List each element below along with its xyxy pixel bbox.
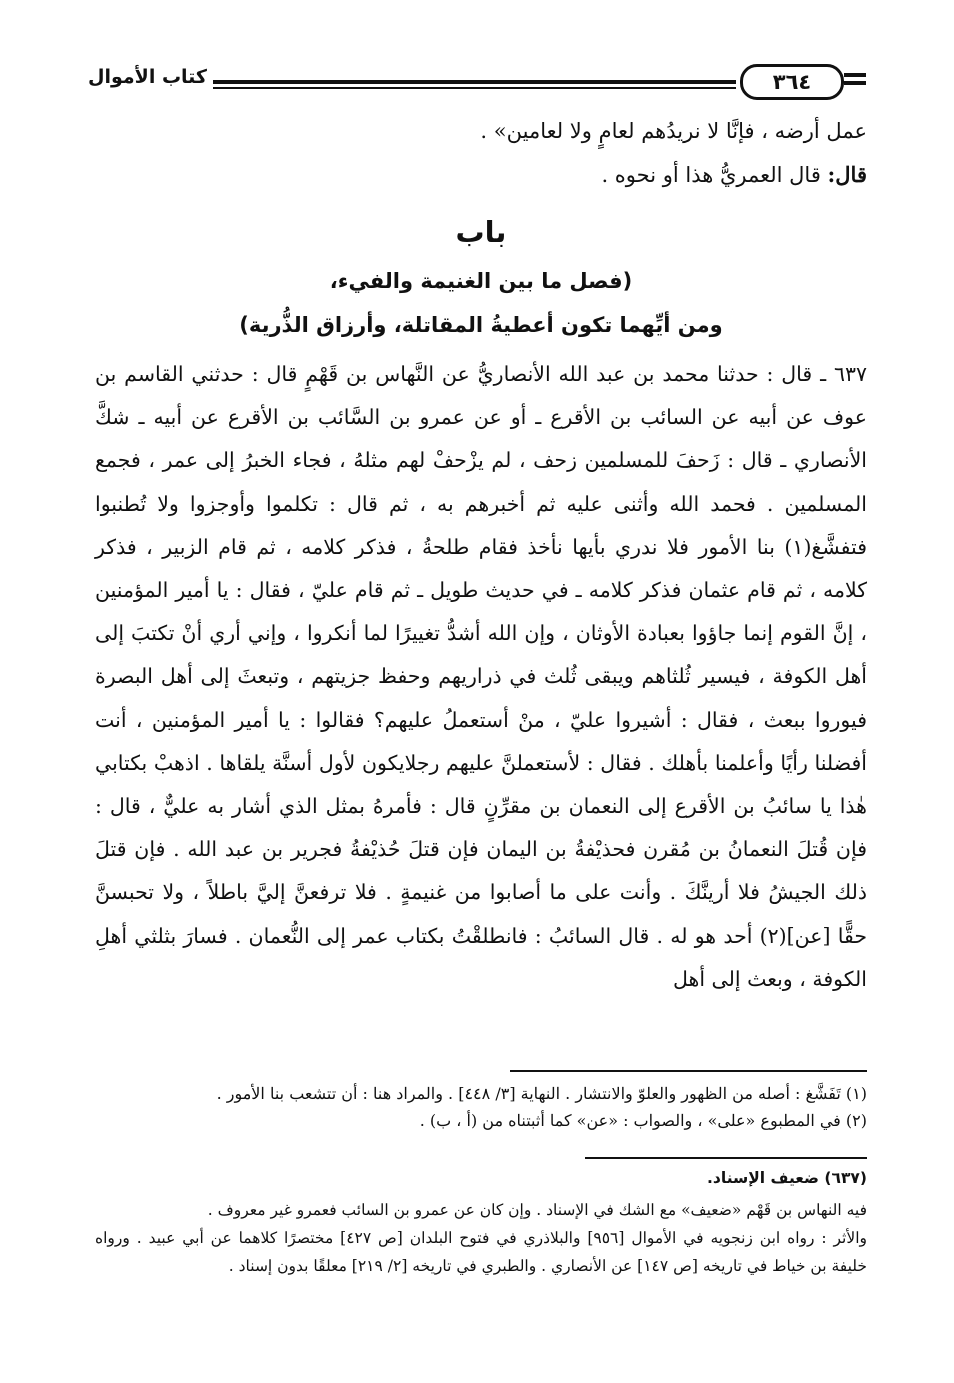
bab-heading: باب xyxy=(455,215,507,249)
header-rule xyxy=(213,80,736,84)
hadith-body: ـ قال : حدثنا محمد بن عبد الله الأنصاريُّ عن النَّهاس بن قَهْمٍ قال : حدثني القاسم بن عوف عن أبيه عن السائب بن الأقرع ـ أو عن عمرو بن السَّائب بن الأقرع عن أبيه ـ شكَّ الأنصاري ـ قال : زَحفَ للمسلمين زحف ، لم يزْحفْ لهم مثلهُ ، فجاء الخبرُ إلى عمر ، فجمع المسلمين . فحمد الله وأثنى عليه ثم أخبرهم به ، ثم قال : تكلموا وأوجزوا ولا تُطنبوا فتفشَّغ(١) بنا الأمور فلا ندري بأيها نأخذ فقام طلحةُ ، فذكر كلامه ، ثم قام الزبير ، فذكر كلامه ، ثم قام عثمان فذكر كلامه ـ في حديث طويل ـ ثم قام عليّ ، فقال : يا أمير المؤمنين ، إنَّ القوم إنما جاؤوا بعبادة الأوثان ، وإن الله أشدُّ تغييرًا لما أنكروا ، وإني أري أنْ تكتبَ إلى أهل الكوفة ، فيسير ثُلثاهم ويبقى ثُلث في ذراريهم وحفظ جزيتهم ، وتبعثَ إلى أهل البصرة فيوروا ببعث ، فقال : أشيروا عليّ ، منْ أستعملُ عليهم؟ فقالوا : يا أمير المؤمنين ، أنت أفضلنا رأيًا وأعلمنا بأهلك . فقال : لأستعملنَّ عليهم رجلايكون لأول أسنَّة يلقاها . اذهبْ بكتابي هٰذا يا سائبُ بن الأقرع إلى النعمان بن مقرِّنٍ قال : فأمرهُ بمثل الذي أشار به عليٌّ ، قال : فإن قُتلَ النعمانُ بن مُقرن فحذيْفةُ بن اليمان فإن قتلَ حُذيْفةُ فجرير بن عبد الله . فإن قتلَ ذلك الجيشُ فلا أرينَّكَ . وأنت على ما أصابوا من غنيمةٍ . فلا ترفعنَّ إليَّ باطلاً ، ولا تحبسنَّ حقًّا [عن](٢) أحد هو له . قال السائبُ : فانطلقْتُ بكتاب عمر إلى النُّعمان . فسارَ بثلثي أهلِ الكوفة ، وبعث إلى أهل xyxy=(95,362,867,991)
qala-line xyxy=(95,153,867,197)
footnote-separator xyxy=(510,1070,867,1072)
continued-line: عمل أرضه ، فإنَّا لا نريدُهم لعامٍ ولا لعامين» . xyxy=(480,119,867,143)
page-number: ٣٦٤ xyxy=(740,64,844,100)
header-rule-thin xyxy=(213,87,736,89)
hadith-number: ٦٣٧ xyxy=(833,362,867,386)
page-header xyxy=(88,60,866,100)
footnotes xyxy=(95,1080,867,1134)
takhrij-section xyxy=(95,1164,867,1280)
takhrij-separator xyxy=(585,1157,867,1159)
takhrij-line-2: والأثر : رواه ابن زنجويه في الأموال [٩٥٦] والبلاذري في فتوح البلدان [ص ٤٢٧] مختصرًا كلاهما عن أبي عبيد . ورواه خليفة بن خياط في تاريخه [ص ١٤٧] عن الأنصاري . والطبري في تاريخه [٢/ ٢١٩] معلقًا بدون إسناد . xyxy=(95,1229,867,1275)
hadith-text xyxy=(95,353,867,1001)
chapter-subtitle-2: ومن أيِّهما تكون أعطيةُ المقاتلة، وأرزاق الذُّرية) xyxy=(239,313,723,337)
book-title: كتاب الأموال xyxy=(88,66,207,88)
main-text xyxy=(95,110,867,1001)
takhrij-line-1: فيه النهاس بن قَهْم «ضعيف» مع الشك في الإسناد . وإن كان عن عمرو بن السائب فعمرو غير معروف . xyxy=(207,1201,867,1219)
chapter-subtitle-1: (فصل ما بين الغنيمة والفيء، xyxy=(329,269,633,293)
qala-label: قال: xyxy=(827,162,867,187)
footnote-1: (١) تَفَشَّغ : أصله من الظهور والعلوّ والانتشار . النهاية [٣/ ٤٤٨] . والمراد هنا : أن تتشعب بنا الأمور . xyxy=(216,1084,867,1103)
header-ornament-lower xyxy=(844,81,866,85)
takhrij-heading: (٦٣٧) ضعيف الإسناد. xyxy=(707,1169,867,1187)
header-ornament xyxy=(844,73,866,77)
qala-text: قال العمريُّ هذا أو نحوه . xyxy=(601,163,828,187)
footnote-2: (٢) في المطبوع «على» ، والصواب : «عن» كما أثبتناه من (أ ، ب) . xyxy=(419,1111,867,1130)
